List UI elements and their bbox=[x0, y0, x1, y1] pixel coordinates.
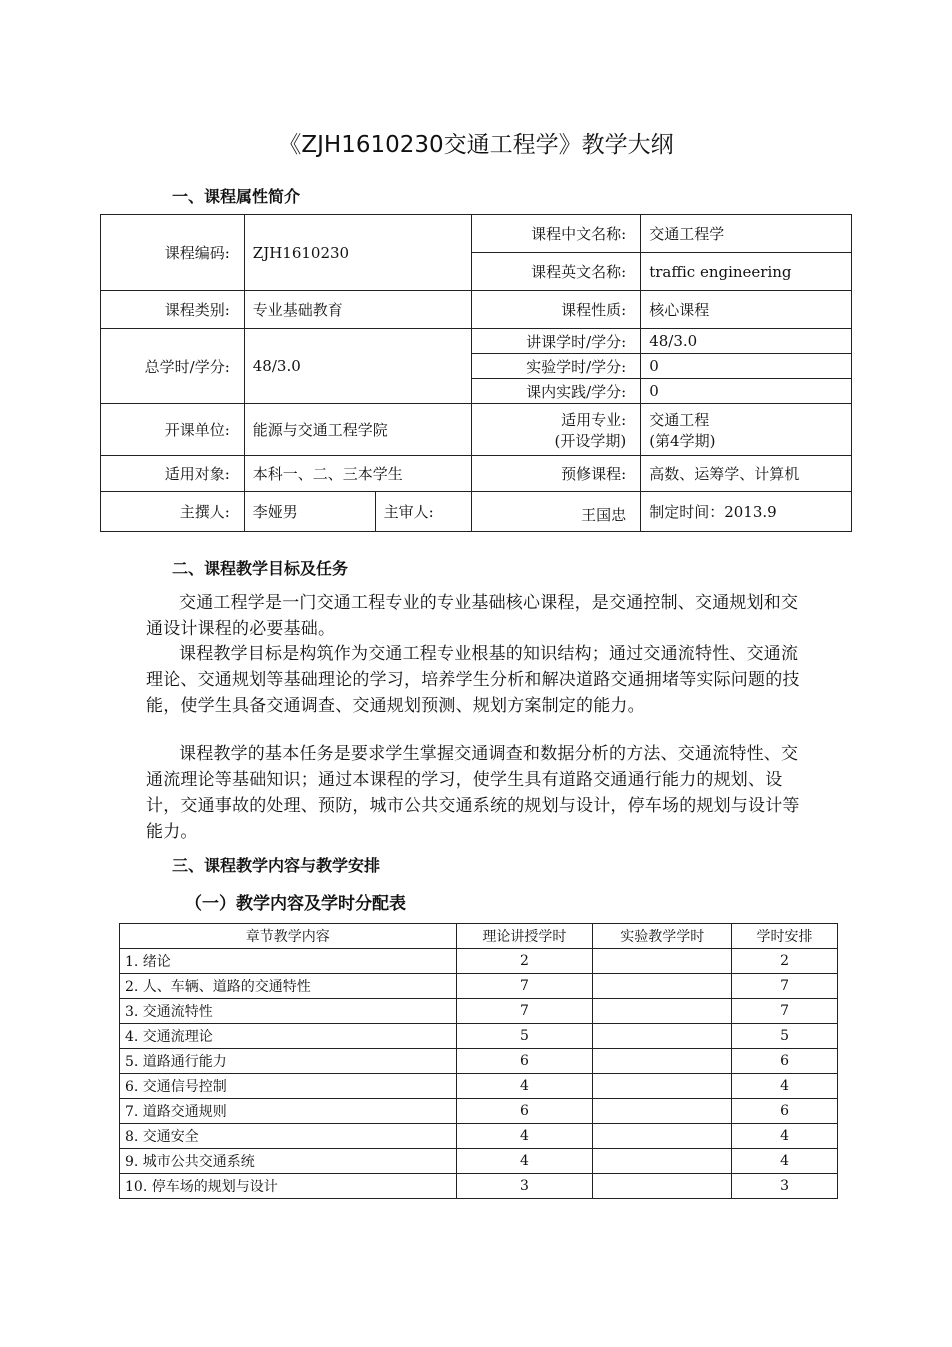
total-cell: 4 bbox=[732, 1149, 838, 1174]
target-label: 适用对象: bbox=[101, 456, 245, 492]
header-theory-hours: 理论讲授学时 bbox=[456, 924, 593, 949]
chapter-cell: 4. 交通流理论 bbox=[120, 1024, 457, 1049]
practice-hours-label: 课内实践/学分: bbox=[472, 379, 641, 404]
en-name-value: traffic engineering bbox=[641, 253, 852, 291]
author-value: 李娅男 bbox=[244, 492, 375, 532]
header-lab-hours: 实验教学学时 bbox=[593, 924, 732, 949]
table-row bbox=[120, 1099, 838, 1124]
total-cell: 2 bbox=[732, 949, 838, 974]
theory-cell: 4 bbox=[456, 1074, 593, 1099]
chapter-cell: 6. 交通信号控制 bbox=[120, 1074, 457, 1099]
lab-cell bbox=[593, 949, 732, 974]
lecture-hours-value: 48/3.0 bbox=[641, 329, 852, 354]
hours-table bbox=[119, 923, 838, 1199]
total-cell: 7 bbox=[732, 974, 838, 999]
theory-cell: 6 bbox=[456, 1099, 593, 1124]
nature-label: 课程性质: bbox=[472, 291, 641, 329]
chapter-cell: 1. 绪论 bbox=[120, 949, 457, 974]
table-header-row bbox=[120, 924, 838, 949]
course-code-label: 课程编码: bbox=[101, 215, 245, 291]
lecture-hours-label: 讲课学时/学分: bbox=[472, 329, 641, 354]
lab-cell bbox=[593, 1074, 732, 1099]
major-label-cell bbox=[472, 404, 641, 456]
theory-cell: 6 bbox=[456, 1049, 593, 1074]
total-cell: 7 bbox=[732, 999, 838, 1024]
date-value: 制定时间：2013.9 bbox=[641, 492, 852, 532]
course-info-table bbox=[100, 214, 852, 532]
lab-cell bbox=[593, 1124, 732, 1149]
theory-cell: 5 bbox=[456, 1024, 593, 1049]
total-cell: 4 bbox=[732, 1124, 838, 1149]
total-cell: 3 bbox=[732, 1174, 838, 1199]
target-value: 本科一、二、三本学生 bbox=[244, 456, 472, 492]
practice-hours-value: 0 bbox=[641, 379, 852, 404]
lab-cell bbox=[593, 1049, 732, 1074]
table-row bbox=[120, 1074, 838, 1099]
prereq-value: 高数、运筹学、计算机 bbox=[641, 456, 852, 492]
section-heading-content: 三、课程教学内容与教学安排 bbox=[172, 856, 381, 875]
lab-cell bbox=[593, 1024, 732, 1049]
theory-cell: 7 bbox=[456, 974, 593, 999]
total-hours-value: 48/3.0 bbox=[244, 329, 472, 404]
header-chapter: 章节教学内容 bbox=[120, 924, 457, 949]
total-cell: 4 bbox=[732, 1074, 838, 1099]
theory-cell: 3 bbox=[456, 1174, 593, 1199]
unit-value: 能源与交通工程学院 bbox=[244, 404, 472, 456]
chapter-cell: 10. 停车场的规划与设计 bbox=[120, 1174, 457, 1199]
paragraph-goals: 课程教学目标是构筑作为交通工程专业根基的知识结构；通过交通流特性、交通流理论、交通规划等基础理论的学习，培养学生分析和解决道路交通拥堵等实际问题的技能，使学生具备交通调查、交通规划预测、规划方案制定的能力。 bbox=[146, 644, 800, 716]
paragraph-intro: 交通工程学是一门交通工程专业的专业基础核心课程，是交通控制、交通规划和交通设计课程的必要基础。 bbox=[146, 593, 799, 639]
lab-cell bbox=[593, 1099, 732, 1124]
chapter-cell: 7. 道路交通规则 bbox=[120, 1099, 457, 1124]
header-total-hours: 学时安排 bbox=[732, 924, 838, 949]
section-heading-goals: 二、课程教学目标及任务 bbox=[172, 559, 349, 578]
course-code-value: ZJH1610230 bbox=[244, 215, 472, 291]
table-row bbox=[120, 999, 838, 1024]
table-row bbox=[120, 1149, 838, 1174]
prereq-label: 预修课程: bbox=[472, 456, 641, 492]
theory-cell: 2 bbox=[456, 949, 593, 974]
lab-hours-value: 0 bbox=[641, 354, 852, 379]
subsection-heading-hours: （一）教学内容及学时分配表 bbox=[185, 894, 406, 914]
chapter-cell: 5. 道路通行能力 bbox=[120, 1049, 457, 1074]
table-row bbox=[120, 949, 838, 974]
nature-value: 核心课程 bbox=[641, 291, 852, 329]
category-value: 专业基础教育 bbox=[244, 291, 472, 329]
chapter-cell: 2. 人、车辆、道路的交通特性 bbox=[120, 974, 457, 999]
total-cell: 6 bbox=[732, 1049, 838, 1074]
table-row bbox=[120, 1174, 838, 1199]
lab-cell bbox=[593, 1174, 732, 1199]
major-value: 交通工程 bbox=[649, 410, 710, 429]
lab-cell bbox=[593, 974, 732, 999]
author-label: 主撰人: bbox=[101, 492, 245, 532]
table-row bbox=[120, 1124, 838, 1149]
lab-cell bbox=[593, 999, 732, 1024]
theory-cell: 4 bbox=[456, 1149, 593, 1174]
reviewer-value: 王国忠 bbox=[472, 492, 641, 532]
chapter-cell: 3. 交通流特性 bbox=[120, 999, 457, 1024]
chapter-cell: 8. 交通安全 bbox=[120, 1124, 457, 1149]
major-sublabel: (开设学期) bbox=[554, 431, 627, 450]
chapter-cell: 9. 城市公共交通系统 bbox=[120, 1149, 457, 1174]
lab-hours-label: 实验学时/学分: bbox=[472, 354, 641, 379]
cn-name-label: 课程中文名称: bbox=[472, 215, 641, 253]
en-name-label: 课程英文名称: bbox=[472, 253, 641, 291]
theory-cell: 7 bbox=[456, 999, 593, 1024]
category-label: 课程类别: bbox=[101, 291, 245, 329]
lab-cell bbox=[593, 1149, 732, 1174]
section-heading-attributes: 一、课程属性简介 bbox=[172, 187, 301, 206]
table-row bbox=[120, 1024, 838, 1049]
total-cell: 5 bbox=[732, 1024, 838, 1049]
table-row bbox=[120, 1049, 838, 1074]
page-title: 《ZJH1610230交通工程学》教学大纲 bbox=[278, 132, 674, 158]
reviewer-label: 主审人: bbox=[375, 492, 472, 532]
total-cell: 6 bbox=[732, 1099, 838, 1124]
paragraph-tasks: 课程教学的基本任务是要求学生掌握交通调查和数据分析的方法、交通流特性、交通流理论等基础知识；通过本课程的学习，使学生具有道路交通通行能力的规划、设计，交通事故的处理、预防，城市公共交通系统的规划与设计，停车场的规划与设计等能力。 bbox=[146, 744, 800, 842]
table-row bbox=[120, 974, 838, 999]
cn-name-value: 交通工程学 bbox=[641, 215, 852, 253]
major-term: (第4学期) bbox=[649, 431, 716, 450]
unit-label: 开课单位: bbox=[101, 404, 245, 456]
theory-cell: 4 bbox=[456, 1124, 593, 1149]
major-label: 适用专业: bbox=[561, 410, 627, 429]
major-value-cell bbox=[641, 404, 852, 456]
total-hours-label: 总学时/学分: bbox=[101, 329, 245, 404]
